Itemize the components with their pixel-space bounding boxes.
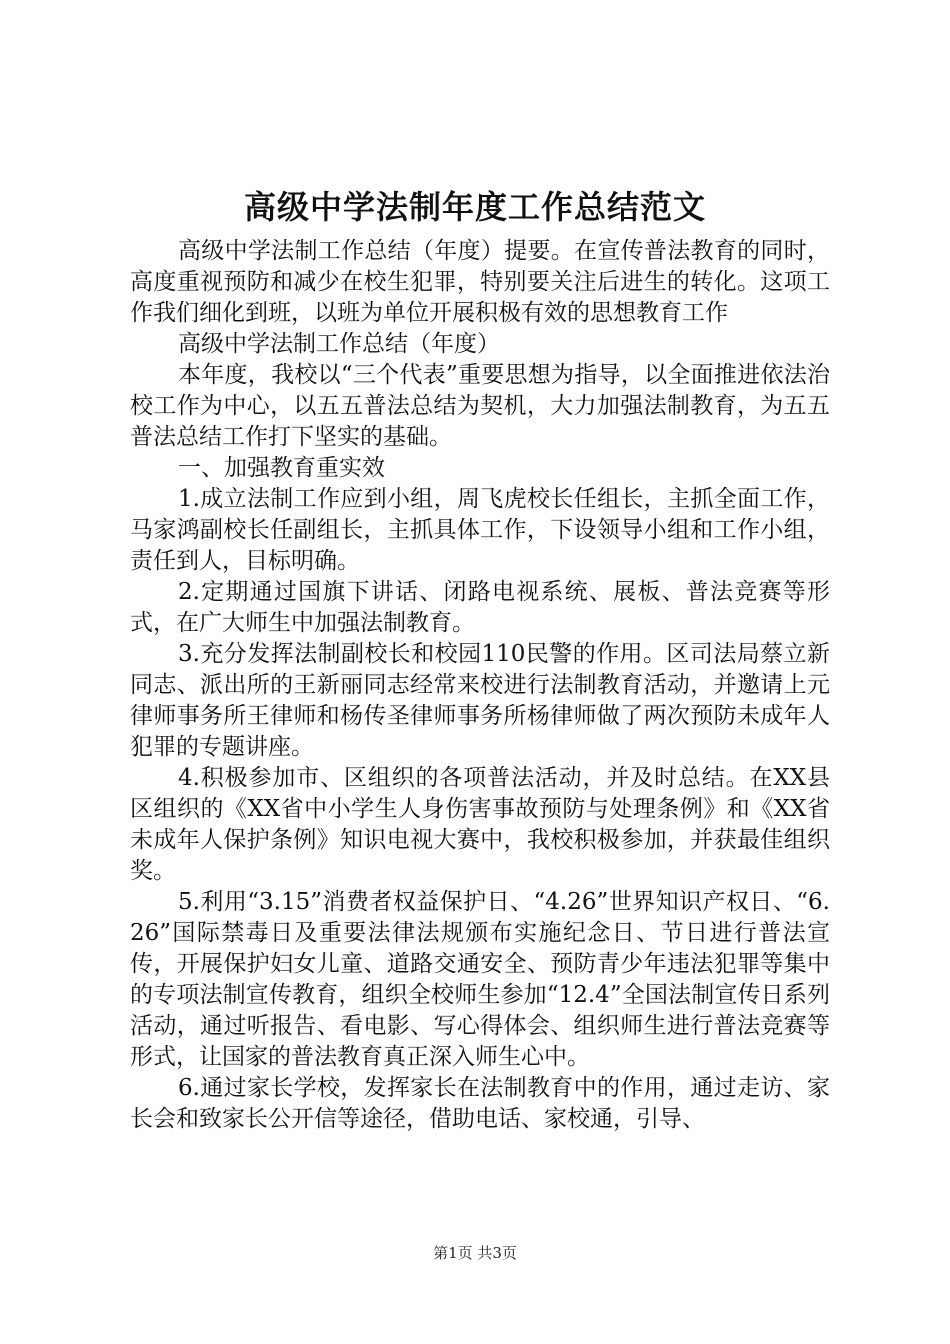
paragraph-item-5: 5.利用“3.15”消费者权益保护日、“4.26”世界知识产权日、“6.26”国际禁毒日及重要法律法规颁布实施纪念日、节日进行普法宣传，开展保护妇女儿童、道路交通安全、预防青少年违法犯罪等集中的专项法制宣传教育，组织全校师生参加“12.4”全国法制宣传日系列活动，通过听报告、看电影、写心得体会、组织师生进行普法竞赛等形式，让国家的普法教育真正深入师生心中。 (130, 889, 830, 1070)
paragraph-summary: 高级中学法制工作总结（年度）提要。在宣传普法教育的同时，高度重视预防和减少在校生犯罪，特别要关注后进生的转化。这项工作我们细化到班，以班为单位开展积极有效的思想教育工作 (130, 238, 830, 326)
page-footer: 第1页 共3页 (433, 1244, 517, 1262)
section-heading: 一、加强教育重实效 (178, 455, 385, 481)
document-body (130, 236, 830, 1135)
paragraph-intro: 本年度，我校以“三个代表”重要思想为指导，以全面推进依法治校工作为中心，以五五普法总结为契机，大力加强法制教育，为五五普法总结工作打下坚实的基础。 (130, 362, 830, 450)
paragraph-item-2: 2.定期通过国旗下讲话、闭路电视系统、展板、普法竞赛等形式，在广大师生中加强法制教育。 (130, 579, 830, 636)
document-title: 高级中学法制年度工作总结范文 (243, 188, 706, 226)
paragraph-item-1: 1.成立法制工作应到小组，周飞虎校长任组长，主抓全面工作，马家鸿副校长任副组长，主抓具体工作，下设领导小组和工作小组，责任到人，目标明确。 (130, 486, 830, 574)
paragraph-item-4: 4.积极参加市、区组织的各项普法活动，并及时总结。在XX县区组织的《XX省中小学生人身伤害事故预防与处理条例》和《XX省未成年人保护条例》知识电视大赛中，我校积极参加，并获最佳组织奖。 (130, 765, 830, 884)
paragraph-subtitle: 高级中学法制工作总结（年度） (178, 331, 500, 357)
paragraph-item-6: 6.通过家长学校，发挥家长在法制教育中的作用，通过走访、家长会和致家长公开信等途径，借助电话、家校通，引导、 (130, 1075, 830, 1132)
paragraph-item-3: 3.充分发挥法制副校长和校园110民警的作用。区司法局蔡立新同志、派出所的王新丽同志经常来校进行法制教育活动，并邀请上元律师事务所王律师和杨传圣律师事务所杨律师做了两次预防未成年人犯罪的专题讲座。 (130, 641, 830, 760)
